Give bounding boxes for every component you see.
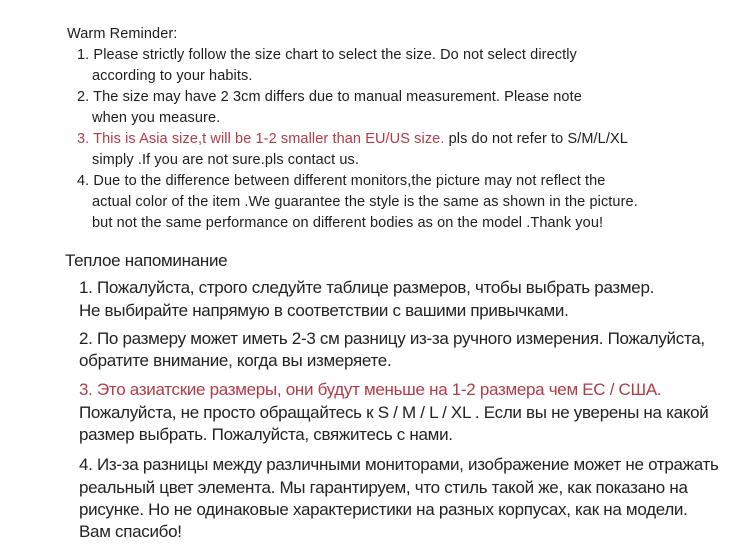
english-item4-line3: but not the same performance on different bodies as on the model .Thank you! — [92, 215, 604, 231]
english-item4-line2: actual color of the item .We guarantee the style is the same as shown in the picture. — [92, 194, 638, 210]
english-item1-line2: according to your habits. — [92, 68, 253, 84]
russian-reminder-section — [0, 250, 750, 544]
russian-item3-line2: Пожалуйста, не просто обращайтесь к S / M / L / XL . Если вы не уверены на какой — [79, 402, 709, 422]
russian-paragraph-1 — [79, 277, 750, 322]
russian-item4-line2: реальный цвет элемента. Мы гарантируем, что стиль такой же, как показано на — [79, 477, 688, 497]
russian-item1-line1: 1. Пожалуйста, строго следуйте таблице размеров, чтобы выбрать размер. — [79, 278, 655, 298]
russian-paragraph-4 — [79, 454, 750, 543]
russian-paragraph-3 — [79, 379, 750, 446]
russian-item3-line3: размер выбрать. Пожалуйста, свяжитесь с нами. — [79, 425, 453, 445]
russian-thank-you-line: Вам спасибо! — [79, 522, 182, 542]
english-item4-line1: 4. Due to the difference between different monitors,the picture may not reflect the — [77, 173, 606, 189]
russian-paragraph-2 — [79, 328, 750, 373]
english-item3-line2: simply .If you are not sure.pls contact us. — [92, 152, 360, 168]
english-heading: Warm Reminder: — [67, 26, 178, 42]
asia-size-warning-red-text: 3. This is Asia size,t will be 1-2 smaller than EU/US size. — [77, 131, 445, 147]
russian-item4-line3: рисунке. Но не одинаковые характеристики на разных корпусах, как на модели. — [79, 499, 688, 519]
russian-item2-line1: 2. По размеру может иметь 2-3 см разницу из-за ручного измерения. Пожалуйста, — [79, 328, 705, 348]
english-item3-line1 — [77, 129, 750, 150]
russian-heading: Теплое напоминание — [65, 251, 228, 270]
russian-item1-line2: Не выбирайте напрямую в соответствии с вашими привычками. — [79, 300, 569, 320]
english-reminder-section — [0, 24, 750, 234]
russian-asia-size-warning-red-line: 3. Это азиатские размеры, они будут меньше на 1-2 размера чем ЕС / США. — [79, 380, 662, 400]
asia-size-warning-black-text: pls do not refer to S/M/L/XL — [444, 131, 628, 147]
russian-item4-line1: 4. Из-за разницы между различными мониторами, изображение может не отражать — [79, 455, 719, 475]
english-item2-line2: when you measure. — [92, 110, 221, 126]
english-item1-line1: 1. Please strictly follow the size chart to select the size. Do not select directly — [77, 47, 577, 63]
russian-item2-line2: обратите внимание, когда вы измеряете. — [79, 351, 392, 371]
english-item2-line1: 2. The size may have 2 3cm differs due to manual measurement. Please note — [77, 89, 582, 105]
